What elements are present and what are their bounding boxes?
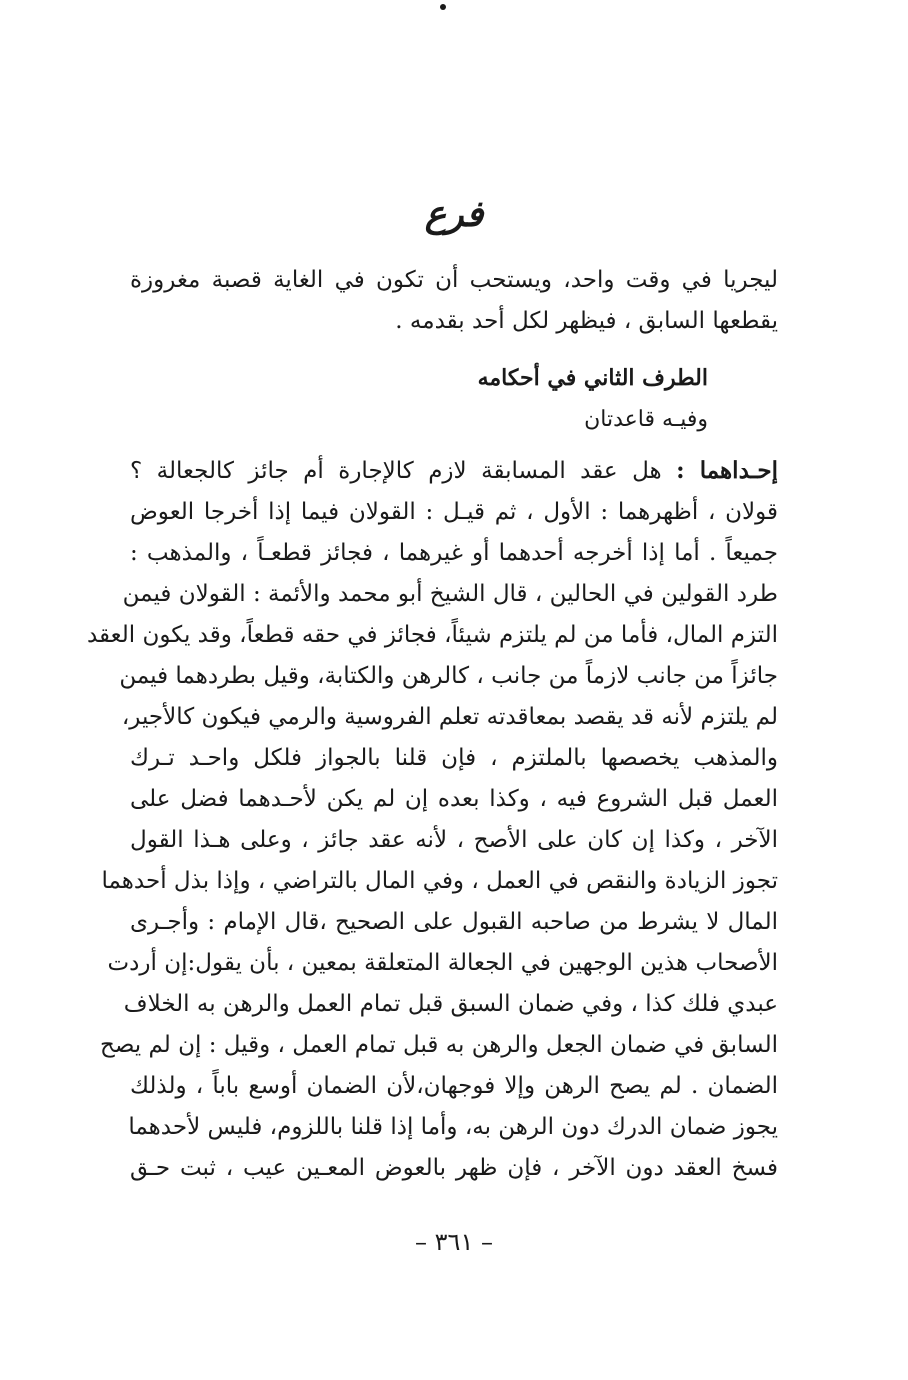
section-subtitle: وفيـه قاعدتان xyxy=(584,407,708,432)
body-line: الأصحاب هذين الوجهين في الجعالة المتعلقة بمعين ، بأن يقول:إن أردت xyxy=(107,950,778,976)
body-line: جميعاً . أما إذا أخرجه أحدهما أو غيرهما ، فجائز قطعـاً ، والمذهب : xyxy=(130,540,778,566)
body-line: طرد القولين في الحالين ، قال الشيخ أبو محمد والأئمة : القولان فيمن xyxy=(122,581,778,607)
ink-dot xyxy=(440,4,446,10)
body-line: قولان ، أظهرهما : الأول ، ثم قيـل : القولان فيما إذا أخرجا العوض xyxy=(130,499,778,525)
lead-word: إحـداهما : xyxy=(676,457,778,484)
body-line: التزم المال، فأما من لم يلتزم شيئاً، فجائز في حقه قطعاً، وقد يكون العقد xyxy=(86,622,778,648)
body-line: الآخر ، وكذا إن كان على الأصح ، لأنه عقد جائز ، وعلى هـذا القول xyxy=(130,827,778,853)
intro-paragraph xyxy=(130,260,778,342)
body-line: لم يلتزم لأنه قد يقصد بمعاقدته تعلم الفروسية والرمي فيكون كالأجير، xyxy=(121,704,778,730)
body-first-line-rest: هل عقد المسابقة لازم كالإجارة أم جائز كالجعالة ؟ xyxy=(130,458,662,484)
body-line: المال لا يشرط من صاحبه القبول على الصحيح ،قال الإمام : وأجـرى xyxy=(130,909,778,935)
page-number: – ٣٦١ – xyxy=(415,1228,493,1256)
body-line: جائزاً من جانب لازماً من جانب ، كالرهن والكتابة، وقيل بطردهما فيمن xyxy=(119,663,778,689)
intro-line: يقطعها السابق ، فيظهر لكل أحد بقدمه . xyxy=(395,308,778,334)
body-line: الضمان . لم يصح الرهن وإلا فوجهان،لأن الضمان أوسع باباً ، ولذلك xyxy=(130,1073,778,1099)
body-line: السابق في ضمان الجعل والرهن به قبل تمام العمل ، وقيل : إن لم يصح xyxy=(99,1032,778,1058)
body-line: فسخ العقد دون الآخر ، فإن ظهر بالعوض المعـين عيب ، ثبت حـق xyxy=(130,1155,778,1181)
chapter-heading: فرع xyxy=(424,193,484,235)
body-line: تجوز الزيادة والنقص في العمل ، وفي المال بالتراضي ، وإذا بذل أحدهما xyxy=(101,868,778,894)
body-first-line xyxy=(130,450,778,492)
page-body xyxy=(86,190,778,1189)
body-line: والمذهب يخصصها بالملتزم ، فإن قلنا بالجواز فلكل واحـد تـرك xyxy=(130,745,778,771)
intro-line: ليجريا في وقت واحد، ويستحب أن تكون في الغاية قصبة مغروزة xyxy=(130,267,778,293)
section-title: الطرف الثاني في أحكامه xyxy=(477,365,708,391)
body-paragraph xyxy=(86,450,778,1189)
body-line: عبدي فلك كذا ، وفي ضمان السبق قبل تمام العمل والرهن به الخلاف xyxy=(123,991,778,1017)
body-line: العمل قبل الشروع فيه ، وكذا بعده إن لم يكن لأحـدهما فضل على xyxy=(130,786,778,812)
body-line: يجوز ضمان الدرك دون الرهن به، وأما إذا قلنا باللزوم، فليس لأحدهما xyxy=(128,1114,778,1140)
